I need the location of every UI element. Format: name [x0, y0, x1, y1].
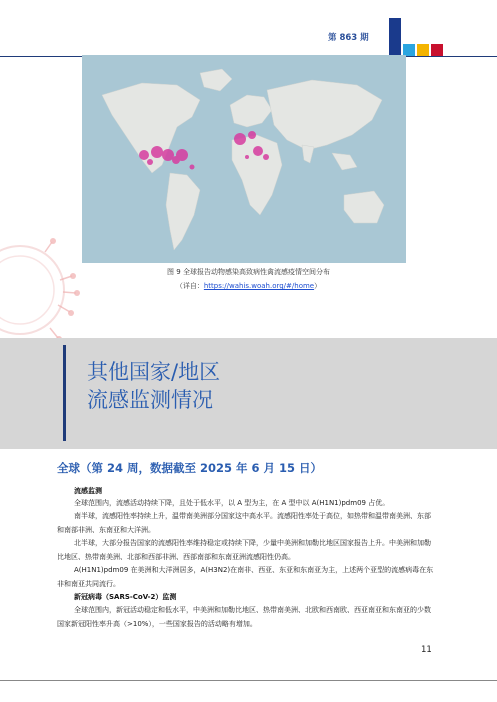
- figure-source-prefix: （详自：: [175, 282, 204, 290]
- woah-link[interactable]: https://wahis.woah.org/#/home: [203, 282, 315, 290]
- issue-number: 第 863 期: [328, 33, 369, 43]
- banner-title-line1: 其他国家/地区: [87, 360, 221, 384]
- banner-title: [87, 358, 220, 414]
- paragraph-2: 南半球，流感阳性率持续上升，温带南美洲部分国家这中高水平。流感阳性率处于高位，如热带和温带南美洲、东部和南部非洲、东南亚和大洋洲。: [57, 512, 431, 534]
- paragraph-5: 全球范围内，新冠活动稳定和低水平，中美洲和加勒比地区、热带南美洲、北欧和西南欧、西亚南亚和东南亚的少数国家新冠阳性率升高（>10%），一些国家报告的活动略有增加。: [57, 606, 431, 628]
- section-title: 全球（第 24 周，数据截至 2025 年 6 月 15 日）: [57, 461, 323, 475]
- footer-rule: [0, 680, 497, 681]
- brand-squares: [389, 18, 445, 56]
- section-banner: [0, 338, 497, 449]
- subheading-flu: 流感监测: [74, 487, 102, 495]
- brand-square-red: [431, 44, 443, 56]
- figure-caption: 图 9 全球报告动物感染高致病性禽流感疫情空间分布: [167, 268, 330, 276]
- paragraph-3: 北半球，大部分报告国家的流感阳性率维持稳定或持续下降，少量中美洲和加勒比地区国家报告上升。中美洲和加勒比地区、热带南美洲、北部和西部非洲、西部南部和东南亚洲流感阳性仍高。: [57, 539, 431, 561]
- figure-source: [0, 281, 497, 291]
- paragraph-1: 全球范围内，流感活动持续下降，且处于低水平，以 A 型为主，在 A 型中以 A(H1N1)pdm09 占优。: [74, 499, 390, 507]
- world-map: [82, 55, 406, 263]
- page-number: 11: [421, 645, 432, 655]
- subheading-covid: 新冠病毒（SARS-CoV-2）监测: [74, 593, 177, 601]
- banner-title-line2: 流感监测情况: [87, 388, 213, 412]
- paragraph-4: A(H1N1)pdm09 在美洲和大洋洲居多，A(H3N2)在南非、西亚、东亚和东南亚为主，上述两个亚型的流感病毒在东非和南亚共同流行。: [57, 566, 434, 588]
- brand-square-yellow: [417, 44, 429, 56]
- banner-accent-bar: [63, 345, 66, 441]
- brand-square-blue: [389, 18, 401, 56]
- figure-source-suffix: ）: [314, 282, 322, 290]
